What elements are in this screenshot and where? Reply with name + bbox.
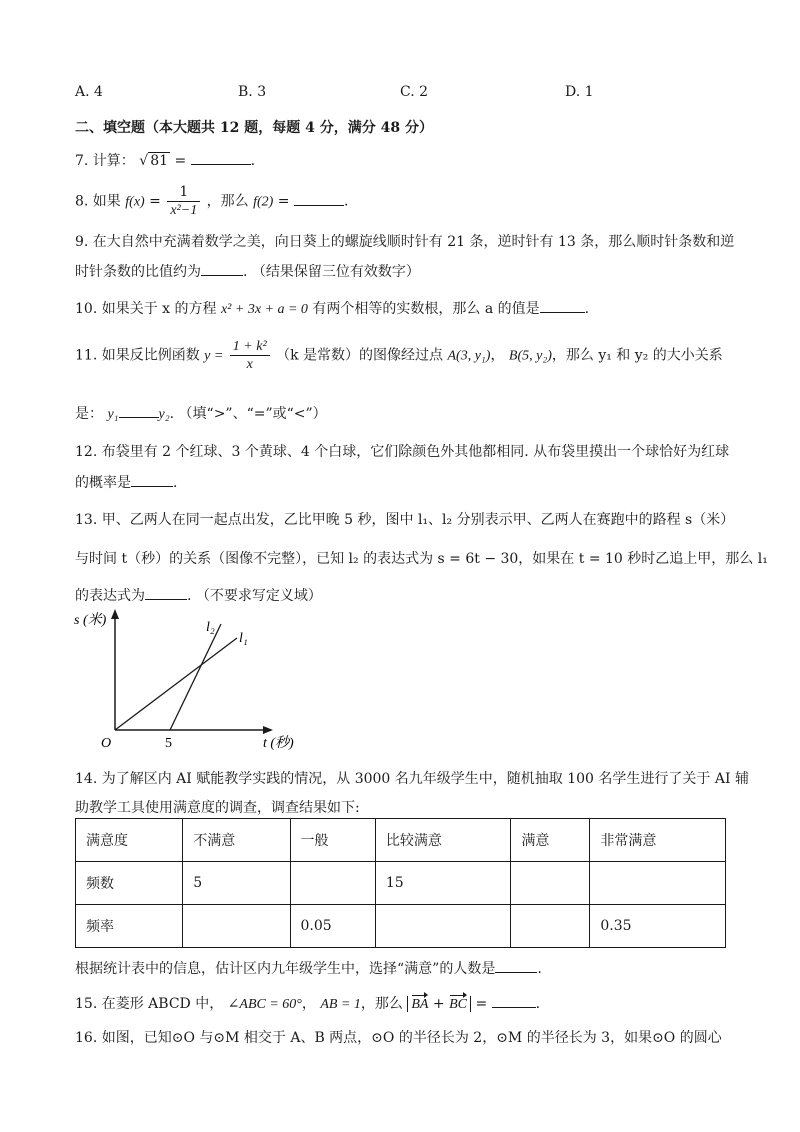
question-15: 15. 在菱形 ABCD 中， ∠ABC = 60°， AB = 1，那么 BA + BC = . xyxy=(75,996,541,1012)
option-c: C. 2 xyxy=(400,84,429,100)
answer-blank xyxy=(492,1007,536,1008)
table-header-row xyxy=(76,819,726,862)
section-heading: 二、填空题（本大题共 12 题，每题 4 分，满分 48 分） xyxy=(75,120,433,136)
tick-5-label: 5 xyxy=(165,736,172,751)
answer-blank xyxy=(191,164,251,165)
table-cell xyxy=(290,862,375,905)
answer-blank xyxy=(131,486,173,487)
question-13-line-2: 与时间 t（秒）的关系（图像不完整），已知 l₂ 的表达式为 s = 6t − 30，如果在 t = 10 秒时乙追上甲，那么 l₁ xyxy=(75,551,768,567)
question-14-after-table: 根据统计表中的信息，估计区内九年级学生中，选择“满意”的人数是 . xyxy=(75,961,542,977)
line-l2-label: l₂ xyxy=(206,620,215,635)
vector-sum-magnitude: BA + BC xyxy=(407,996,471,1012)
answer-blank xyxy=(201,275,243,276)
question-12-line-2: 的概率是 . xyxy=(75,475,178,491)
table-row-frequency-count xyxy=(76,862,726,905)
point-b: B(5, y₂) xyxy=(508,348,552,364)
y-axis-arrow xyxy=(111,609,119,619)
origin-label: O xyxy=(101,736,112,751)
table-cell xyxy=(590,862,726,905)
answer-blank xyxy=(145,599,187,600)
vector-ba: BA xyxy=(411,997,429,1012)
table-cell: 5 xyxy=(183,862,290,905)
table-cell: 15 xyxy=(375,862,511,905)
function-name: f(x) xyxy=(125,194,145,210)
question-13-line-3: 的表达式为 . （不要求写定义域） xyxy=(75,588,322,604)
table-cell: 频率 xyxy=(76,905,183,948)
q7-prefix: 7. 计算： xyxy=(75,153,135,169)
side-expression: AB = 1 xyxy=(320,997,361,1012)
table-cell xyxy=(375,905,511,948)
question-12-line-1: 12. 布袋里有 2 个红球、3 个黄球、4 个白球，它们除颜色外其他都相同. 从布袋里摸出一个球恰好为红球 xyxy=(75,444,730,460)
sqrt-expression: √ 81 xyxy=(139,153,169,169)
table-header-cell: 一般 xyxy=(290,819,375,862)
table-header-cell: 不满意 xyxy=(183,819,290,862)
answer-blank xyxy=(119,417,159,418)
distance-time-graph xyxy=(70,605,310,755)
angle-expression: ∠ABC = 60° xyxy=(227,997,302,1012)
table-cell xyxy=(511,862,590,905)
option-b: B. 3 xyxy=(238,84,267,100)
fraction: $\frac{1}{\text{x²−1}}$ xyxy=(167,184,200,219)
question-11-line-2: 是： y₁ y₂. （填“>”、“=”或“<”） xyxy=(75,406,327,422)
table-header-cell: 非常满意 xyxy=(590,819,726,862)
x-axis-arrow xyxy=(263,726,273,734)
fraction: $\frac{\text{1 + k²}}{x}$ xyxy=(230,338,270,373)
line-l2 xyxy=(170,624,221,730)
table-cell: 频数 xyxy=(76,862,183,905)
vector-bc: BC xyxy=(449,997,467,1012)
x-axis-label: t (秒) xyxy=(263,736,294,751)
y-axis-label: s (米) xyxy=(74,613,107,628)
question-8: 8. 如果 f(x) = $\frac{1}{\text{x²−1}}$ ，那么 f(2) = . xyxy=(75,184,349,218)
table-row-frequency-rate xyxy=(76,905,726,948)
question-16-line-1: 16. 如图，已知⊙O 与⊙M 相交于 A、B 两点，⊙O 的半径长为 2，⊙M 的半径长为 3，如果⊙O 的圆心 xyxy=(75,1030,722,1046)
question-7: 7. 计算： √ 81 = . xyxy=(75,153,256,169)
question-10: 10. 如果关于 x 的方程 x² + 3x + a = 0 有两个相等的实数根，那么 a 的值是 . xyxy=(75,301,590,317)
table-cell xyxy=(511,905,590,948)
question-14-line-2: 助教学工具使用满意度的调查，调查结果如下: xyxy=(75,800,360,816)
option-d: D. 1 xyxy=(565,84,594,100)
satisfaction-table xyxy=(75,818,726,948)
answer-blank xyxy=(294,205,344,206)
question-14-line-1: 14. 为了解区内 AI 赋能教学实践的情况，从 3000 名九年级学生中，随机抽取 100 名学生进行了关于 AI 辅 xyxy=(75,771,749,787)
table-header-cell: 满意度 xyxy=(76,819,183,862)
equation: x² + 3x + a = 0 xyxy=(220,302,308,317)
table-cell: 0.05 xyxy=(290,905,375,948)
question-9-line-1: 9. 在大自然中充满着数学之美，向日葵上的螺旋线顺时针有 21 条，逆时针有 13 条，那么顺时针条数和逆 xyxy=(75,234,735,250)
answer-blank xyxy=(540,312,585,313)
line-l1-label: l₁ xyxy=(239,631,248,646)
table-header-cell: 比较满意 xyxy=(375,819,511,862)
question-11-line-1: 11. 如果反比例函数 y = $\frac{\text{1 + k²}}{x}$ （k 是常数）的图像经过点 A(3, y₁)， B(5, y₂)，那么 y₁ 和 y₂ 的大小关系 xyxy=(75,339,723,372)
table-cell: 0.35 xyxy=(590,905,726,948)
table-cell xyxy=(183,905,290,948)
question-13-line-1: 13. 甲、乙两人在同一起点出发，乙比甲晚 5 秒，图中 l₁、l₂ 分别表示甲、乙两人在赛跑中的路程 s（米） xyxy=(75,512,735,528)
table-header-cell: 满意 xyxy=(511,819,590,862)
point-a: A(3, y₁) xyxy=(447,348,491,364)
answer-blank xyxy=(495,972,537,973)
q8-prefix: 8. 如果 xyxy=(75,193,121,210)
question-9-line-2: 时针条数的比值约为 . （结果保留三位有效数字） xyxy=(75,264,420,280)
option-a: A. 4 xyxy=(75,84,103,100)
